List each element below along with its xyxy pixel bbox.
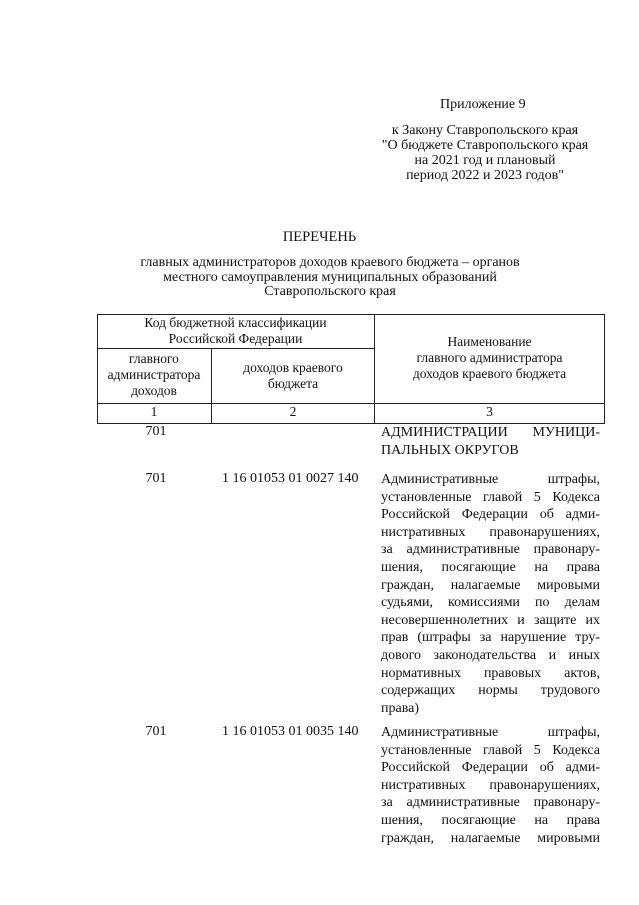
name-line: Российской Федерации об адми- — [381, 760, 600, 776]
name-line: нормативных правовых актов, — [381, 665, 600, 681]
header-line: доходов — [131, 383, 177, 398]
subtitle-line: главных администраторов доходов краевого бюджета – органов — [140, 255, 520, 270]
header-line: главного — [129, 351, 179, 366]
header-line: Российской Федерации — [168, 331, 303, 346]
income-name — [381, 471, 600, 717]
header-line: администратора — [107, 367, 201, 382]
name-line: за административные правонару- — [381, 795, 600, 811]
table-divider-group — [97, 348, 374, 349]
table-header — [97, 314, 605, 424]
table-border-right — [604, 314, 605, 424]
appendix-line: к Закону Ставропольского края — [391, 123, 579, 138]
administrator-name — [381, 424, 600, 460]
header-line: Наименование — [447, 334, 532, 349]
name-line: граждан, налагаемые мировыми — [381, 830, 600, 846]
list-title: ПЕРЕЧЕНЬ — [282, 229, 357, 245]
income-code: 1 16 01053 01 0027 140 — [222, 471, 359, 486]
header-line: бюджета — [267, 376, 319, 391]
name-line: нистративных правонарушениях, — [381, 524, 600, 540]
header-col-name — [375, 334, 604, 382]
name-line: за административные правонару- — [381, 542, 600, 558]
header-line: главного администратора — [416, 350, 563, 365]
name-line: нистративных правонарушениях, — [381, 777, 600, 793]
header-code-group — [97, 315, 374, 347]
name-line: дового законодательства и иных — [381, 647, 600, 663]
header-col-income — [212, 360, 374, 392]
name-line: прав (штрафы за нарушение тру- — [381, 630, 600, 646]
appendix-title: Приложение 9 — [440, 97, 526, 112]
name-line: шения, посягающие на права — [381, 559, 600, 575]
name-line: содержащих нормы трудового — [381, 683, 600, 699]
subtitle-line: местного самоуправления муниципальных образований — [163, 269, 497, 285]
subtitle-line: Ставропольского края — [264, 284, 396, 299]
name-line: судьями, комиссиями по делам — [381, 595, 600, 611]
name-line: граждан, налагаемые мировыми — [381, 577, 600, 593]
appendix-line: "О бюджете Ставропольского края — [381, 138, 589, 153]
name-line: шения, посягающие на права — [381, 812, 600, 828]
appendix-line: на 2021 год и плановый — [414, 153, 556, 168]
name-line: установленные главой 5 Кодекса — [381, 489, 600, 505]
header-line: доходов краевого — [243, 360, 343, 375]
income-code: 1 16 01053 01 0035 140 — [222, 724, 359, 739]
column-number-3: 3 — [486, 404, 493, 419]
name-line: Административные штрафы, — [381, 725, 600, 740]
appendix-line: период 2022 и 2023 годов" — [406, 168, 564, 183]
column-number-1: 1 — [150, 404, 158, 419]
name-line: АДМИНИСТРАЦИИ МУНИЦИ- — [381, 425, 600, 440]
header-line: доходов краевого бюджета — [412, 366, 567, 381]
header-col-admin — [97, 351, 211, 399]
admin-code: 701 — [145, 424, 167, 439]
name-line: права) — [381, 700, 420, 716]
income-name — [381, 724, 600, 847]
name-line: ПАЛЬНЫХ ОКРУГОВ — [381, 443, 519, 458]
column-number-2: 2 — [289, 404, 297, 419]
appendix-law-reference — [340, 123, 630, 183]
admin-code: 701 — [145, 724, 167, 739]
name-line: Российской Федерации об адми- — [381, 507, 600, 523]
name-line: несовершеннолетних и защите их — [381, 612, 600, 628]
name-line: Административные штрафы, — [381, 472, 600, 487]
admin-code: 701 — [145, 471, 167, 486]
name-line: установленные главой 5 Кодекса — [381, 742, 600, 758]
list-subtitle — [100, 256, 560, 300]
header-line: Код бюджетной классификации — [144, 315, 327, 330]
